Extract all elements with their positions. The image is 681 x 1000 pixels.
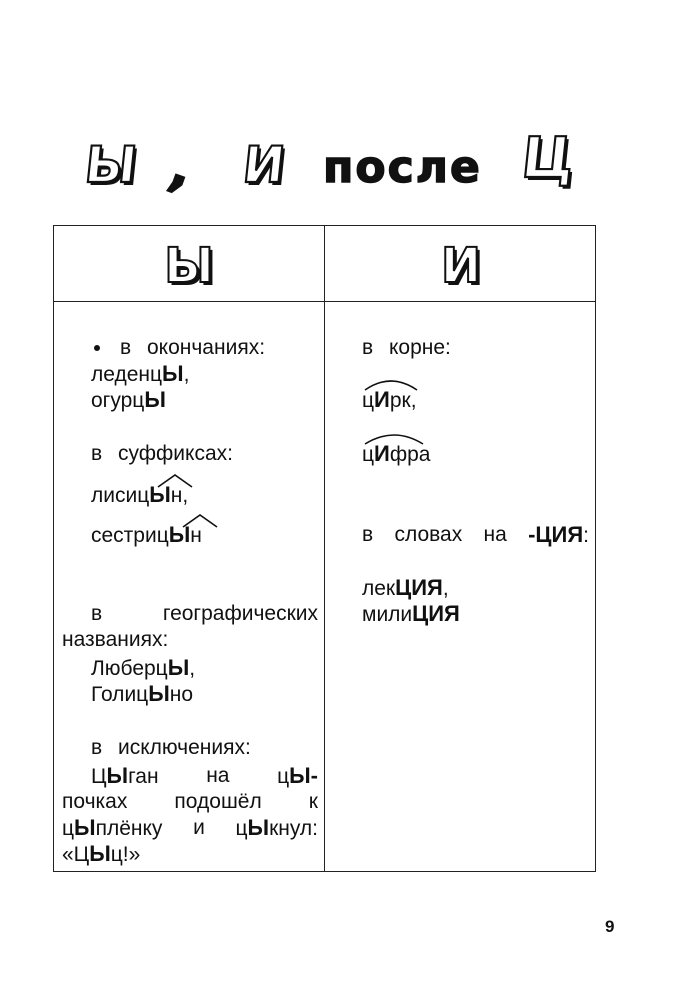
title-letter-y: Ы — [81, 136, 140, 194]
title-word-posle: после — [323, 142, 482, 193]
suffix-label: в суффиксах: — [91, 442, 233, 465]
exceptions-line-4: «ЦЫц!» — [62, 841, 141, 866]
page-title — [0, 126, 681, 210]
exceptions-label: в исключениях: — [91, 736, 251, 759]
geo-label-line-1 — [91, 601, 318, 627]
page-number: 9 — [605, 917, 615, 936]
title-letter-i: И — [239, 136, 288, 194]
exceptions-line-2: почках подошёл к — [62, 790, 318, 813]
cia-example-2: милиЦИЯ — [362, 601, 460, 626]
title-comma: , — [160, 130, 207, 204]
cia-example-1: лекЦИЯ, — [362, 575, 449, 600]
root-label: в корне: — [362, 336, 451, 359]
geo-example-2: ГолицЫно — [91, 681, 194, 706]
geo-label-line-2: названиях: — [62, 628, 169, 651]
column-divider — [324, 226, 325, 871]
endings-example-1: леденцЫ, — [91, 361, 190, 386]
endings-example-2: огурцЫ — [91, 387, 166, 412]
rules-table — [53, 225, 596, 872]
suffix-example-2: сестрицЫн — [91, 522, 202, 547]
title-letter-ts: Ц — [518, 126, 578, 191]
header-divider — [54, 301, 595, 302]
geo-label-word-1: в — [91, 602, 103, 625]
exceptions-line-1: ЦЫган на цЫ- — [91, 763, 318, 788]
geo-label-word-2: географических — [162, 602, 318, 625]
exceptions-line-3: цЫплёнку и цЫкнул: — [62, 815, 318, 840]
bullet-icon — [94, 345, 100, 351]
root-example-2: цИфра — [362, 441, 431, 466]
root-example-1: цИрк, — [362, 387, 417, 412]
header-right-letter: И — [440, 238, 482, 294]
header-left-letter: Ы — [164, 238, 214, 294]
cia-label: в словах на -ЦИЯ: — [362, 522, 589, 547]
geo-example-1: ЛюберцЫ, — [91, 655, 196, 680]
endings-label: в окончаниях: — [120, 336, 266, 359]
suffix-example-1: лисицЫн, — [91, 482, 189, 507]
